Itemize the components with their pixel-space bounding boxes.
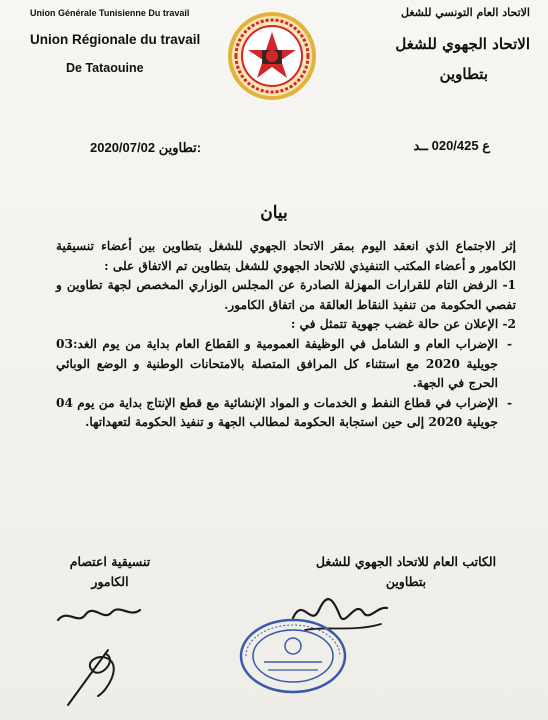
point-2: 2- الإعلان عن حالة غضب جهوية تتمثل في :	[290, 317, 516, 332]
ref-label: ع	[482, 138, 490, 153]
coordination-signature-icon	[48, 600, 148, 710]
date-value: 2020/07/02	[90, 140, 156, 155]
document-reference	[414, 138, 490, 154]
header-ar-regional: الاتحاد الجهوي للشغل	[395, 35, 530, 53]
header-french	[30, 8, 230, 75]
document-title: بيان	[260, 203, 288, 223]
header-ar-union: الاتحاد العام التونسي للشغل	[400, 6, 530, 19]
point-2-list	[56, 335, 516, 433]
header-fr-union: Union Générale Tunisienne Du travail	[30, 8, 190, 18]
ref-value: 020/425	[431, 138, 479, 153]
bullet-oil-strike: - الإضراب في قطاع النفط و الخدمات و المواد الإنشائية مع قطع الإنتاج بداية من يوم 04 جويلية 2020 إلى حين استجابة الحكومة لمطالب الجهة و تنفيذ الحكومة لتعهداتها.	[56, 394, 498, 433]
secretary-city: بتطاوين	[385, 574, 427, 589]
bullet-general-strike: - الإضراب العام و الشامل في الوظيفة العمومية و القطاع العام بداية من يوم الغد:03 جويلية 2020 مع استثناء كل المرافق المتصلة بالامتحانات الوطنية و الوضع الوبائي الحرج في الجهة.	[56, 335, 498, 394]
secretary-title: الكاتب العام للاتحاد الجهوي للشغل	[315, 554, 497, 569]
ugtt-logo-icon	[226, 10, 318, 102]
date-label: تطاوين:	[158, 140, 202, 155]
coordination-name: الكامور	[91, 574, 129, 589]
header-arabic	[330, 6, 530, 83]
ref-suffix: ــد	[413, 138, 428, 153]
official-stamp-icon	[238, 616, 348, 696]
coordination-title: تنسيقية اعتصام	[69, 554, 151, 569]
header-fr-city: De Tataouine	[66, 61, 144, 75]
signature-block-coordination	[50, 552, 170, 592]
signature-block-secretary	[296, 552, 516, 592]
document-date	[90, 140, 201, 156]
intro-paragraph: إثر الاجتماع الذي انعقد اليوم بمقر الاتحاد الجهوي للشغل بتطاوين بين أعضاء تنسيقية الكامور و أعضاء المكتب التنفيذي للاتحاد الجهوي للشغل بتطاوين تم الاتفاق على :	[56, 239, 516, 273]
document-body	[56, 237, 516, 433]
header-ar-city: بتطاوين	[439, 65, 488, 83]
point-1: 1- الرفض التام للقرارات المهزلة الصادرة عن المجلس الوزاري المخصص لجهة تطاوين و تفصي الحكومة من تنفيذ النقاط العالقة من اتفاق الكامور.	[56, 278, 516, 312]
header-fr-regional: Union Régionale du travail	[30, 32, 201, 47]
